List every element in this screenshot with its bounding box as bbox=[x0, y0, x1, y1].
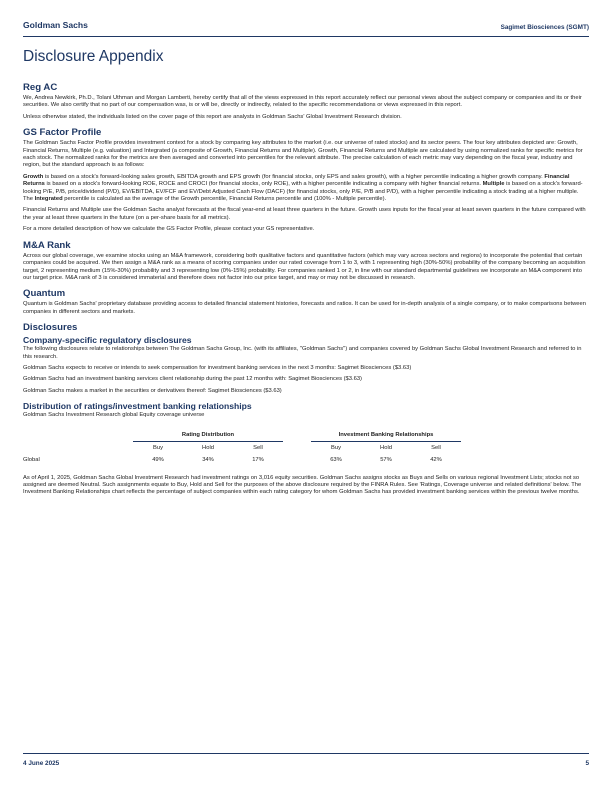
header-brand: Goldman Sachs bbox=[23, 20, 88, 30]
col-header-buy: Buy bbox=[153, 444, 163, 451]
table-row bbox=[23, 454, 461, 466]
quantum-heading: Quantum bbox=[23, 288, 66, 300]
growth-term: Growth bbox=[23, 173, 44, 180]
financial-returns-text: is based on a stock's forward-looking ROE, ROCE and CROCI (for financial stocks, only ROE), with a higher percentile indicating a company with higher financial returns. bbox=[44, 181, 483, 188]
ma-rank-heading: M&A Rank bbox=[23, 239, 71, 251]
header-rule bbox=[23, 36, 589, 37]
rating-hold-value: 34% bbox=[202, 456, 214, 463]
page-number: 5 bbox=[585, 760, 589, 767]
integrated-term: Integrated bbox=[34, 196, 63, 203]
reg-ac-analysts-note: Unless otherwise stated, the individuals listed on the cover page of this report are analysts in Goldman Sachs' Global Investment Research division. bbox=[23, 113, 402, 120]
rating-sell-value: 17% bbox=[252, 456, 264, 463]
multiple-text: is based on a stock's forward-looking P/E, P/B, price/dividend (P/D), EV/EBITDA, EV/FCF and EV/Debt Adjusted Cash Flow (DACF) (for financial stocks, only P/E, P/B and P/D), with a higher percentile indicating a stock trading at a higher multiple. The bbox=[23, 181, 583, 203]
col-header-hold: Hold bbox=[202, 444, 214, 451]
row-label-global: Global bbox=[23, 456, 40, 463]
gs-factor-intro: The Goldman Sachs Factor Profile provides investment context for a stock by comparing key attributes to the market (i.e. our universe of rated stocks) and its sector peers. The four key attributes depicted are: Growth, Financial Returns, Multiple (e.g. valuation) and Integrated (a composite of Growth, Financial Returns and Multiple). Growth, Financial Returns and Multiple are calculated by using normalized ranks for specific metrics for each stock. The normalized ranks for the metrics are then averaged and converted into percentiles for the relevant attribute. The precise calculation of each metric may vary depending on the fiscal year, industry and region, but the standard approach is as follows: bbox=[23, 140, 583, 169]
gs-factor-heading: GS Factor Profile bbox=[23, 127, 102, 139]
distribution-subtitle: Goldman Sachs Investment Research global Equity coverage universe bbox=[23, 412, 205, 419]
gs-factor-forecast-note: Financial Returns and Multiple use the Goldman Sachs analyst forecasts at the fiscal year-end at least three quarters in the future. Growth uses inputs for the fiscal year at least seven quarters in the future compared with the year at least three quarters in the future (on a per-share basis for all metrics). bbox=[23, 207, 586, 221]
main-content bbox=[23, 82, 589, 501]
table-column-header-row bbox=[23, 441, 461, 454]
growth-text: is based on a stock's forward-looking sales growth, EBITDA growth and EPS growth (for financial stocks, only EPS and sales growth), with a higher percentile indicating a higher growth company. bbox=[43, 173, 545, 180]
rating-distribution-header: Rating Distribution bbox=[133, 429, 283, 442]
disclosures-intro: The following disclosures relate to relationships between The Goldman Sachs Group, Inc. (with its affiliates, "Goldman Sachs") and companies covered by Goldman Sachs Global Investment Research and referred to in this research. bbox=[23, 346, 582, 360]
financial-returns-term: Financial Returns bbox=[23, 173, 570, 188]
multiple-term: Multiple bbox=[482, 181, 505, 188]
ib-buy-value: 63% bbox=[330, 456, 342, 463]
ib-hold-value: 57% bbox=[380, 456, 392, 463]
col-header-buy: Buy bbox=[331, 444, 341, 451]
col-header-hold: Hold bbox=[380, 444, 392, 451]
page-title: Disclosure Appendix bbox=[23, 48, 164, 65]
ib-relationships-header: Investment Banking Relationships bbox=[311, 429, 461, 442]
rating-buy-value: 49% bbox=[152, 456, 164, 463]
ib-sell-value: 42% bbox=[430, 456, 442, 463]
col-header-sell: Sell bbox=[431, 444, 441, 451]
disclosure-client-relationship: Goldman Sachs had an investment banking services client relationship during the past 12 months with: Sagimet Biosciences ($3.63) bbox=[23, 376, 362, 383]
reg-ac-certification: We, Andrea Newkirk, Ph.D., Tolani Uthman and Morgan Lamberti, hereby certify that all of the views expressed in this report accurately reflect our personal views about the subject company or companies and its or their securities. We also certify that no part of our compensation was, is or will be, directly or indirectly, related to the specific recommendations or views expressed in this report. bbox=[23, 95, 582, 109]
distribution-table bbox=[23, 429, 461, 466]
table-group-header-row bbox=[23, 429, 461, 442]
col-header-sell: Sell bbox=[253, 444, 263, 451]
disclosure-compensation: Goldman Sachs expects to receive or intends to seek compensation for investment banking services in the next 3 months: Sagimet Biosciences ($3.63) bbox=[23, 364, 412, 371]
reg-ac-heading: Reg AC bbox=[23, 82, 58, 93]
disclosure-market-making: Goldman Sachs makes a market in the securities or derivatives thereof: Sagimet Biosciences ($3.63) bbox=[23, 387, 282, 394]
distribution-heading: Distribution of ratings/investment banking relationships bbox=[23, 401, 252, 412]
integrated-text: percentile is calculated as the average of the Growth percentile, Financial Returns percentile and (100% - Multiple percentile). bbox=[62, 196, 387, 203]
disclosures-heading: Disclosures bbox=[23, 322, 78, 334]
footer-date: 4 June 2025 bbox=[23, 760, 60, 767]
distribution-note: As of April 1, 2025, Goldman Sachs Global Investment Research had investment ratings on 3,016 equity securities. Goldman Sachs assigns stocks as Buys and Sells on various regional Investment Lists; stocks not so assigned are deemed Neutral. Such assignments equate to Buy, Hold and Sell for the purposes of the above disclosure required by the FINRA Rules. See 'Ratings, Coverage universe and related definitions' below. The Investment Banking Relationships chart reflects the percentage of subject companies within each rating category for whom Goldman Sachs has provided investment banking services within the previous twelve months. bbox=[23, 474, 582, 496]
company-disclosures-heading: Company-specific regulatory disclosures bbox=[23, 335, 192, 346]
quantum-text: Quantum is Goldman Sachs' proprietary database providing access to detailed financial statement histories, forecasts and ratios. It can be used for in-depth analysis of a single company, or to make comparisons between companies in different sectors and markets. bbox=[23, 301, 586, 315]
footer-rule bbox=[23, 753, 589, 754]
gs-factor-definitions bbox=[23, 174, 589, 204]
gs-factor-contact-note: For a more detailed description of how we calculate the GS Factor Profile, please contact your GS representative. bbox=[23, 226, 315, 233]
header-company: Sagimet Biosciences (SGMT) bbox=[500, 24, 589, 31]
ma-rank-text: Across our global coverage, we examine stocks using an M&A framework, considering both qualitative factors and quantitative factors (which may vary across sectors and regions) to incorporate the potential that certain companies could be acquired. We then assign a M&A rank as a means of scoring companies under our rated coverage from 1 to 3, with 1 representing high (30%-50%) probability of the company becoming an acquisition target, 2 representing medium (15%-30%) probability and 3 representing low (0%-15%) probability. For companies ranked 1 or 2, in line with our standard departmental guidelines we incorporate an M&A component into our target price. M&A rank of 3 is considered immaterial and therefore does not factor into our price target, and may or may not be discussed in research. bbox=[23, 252, 586, 281]
